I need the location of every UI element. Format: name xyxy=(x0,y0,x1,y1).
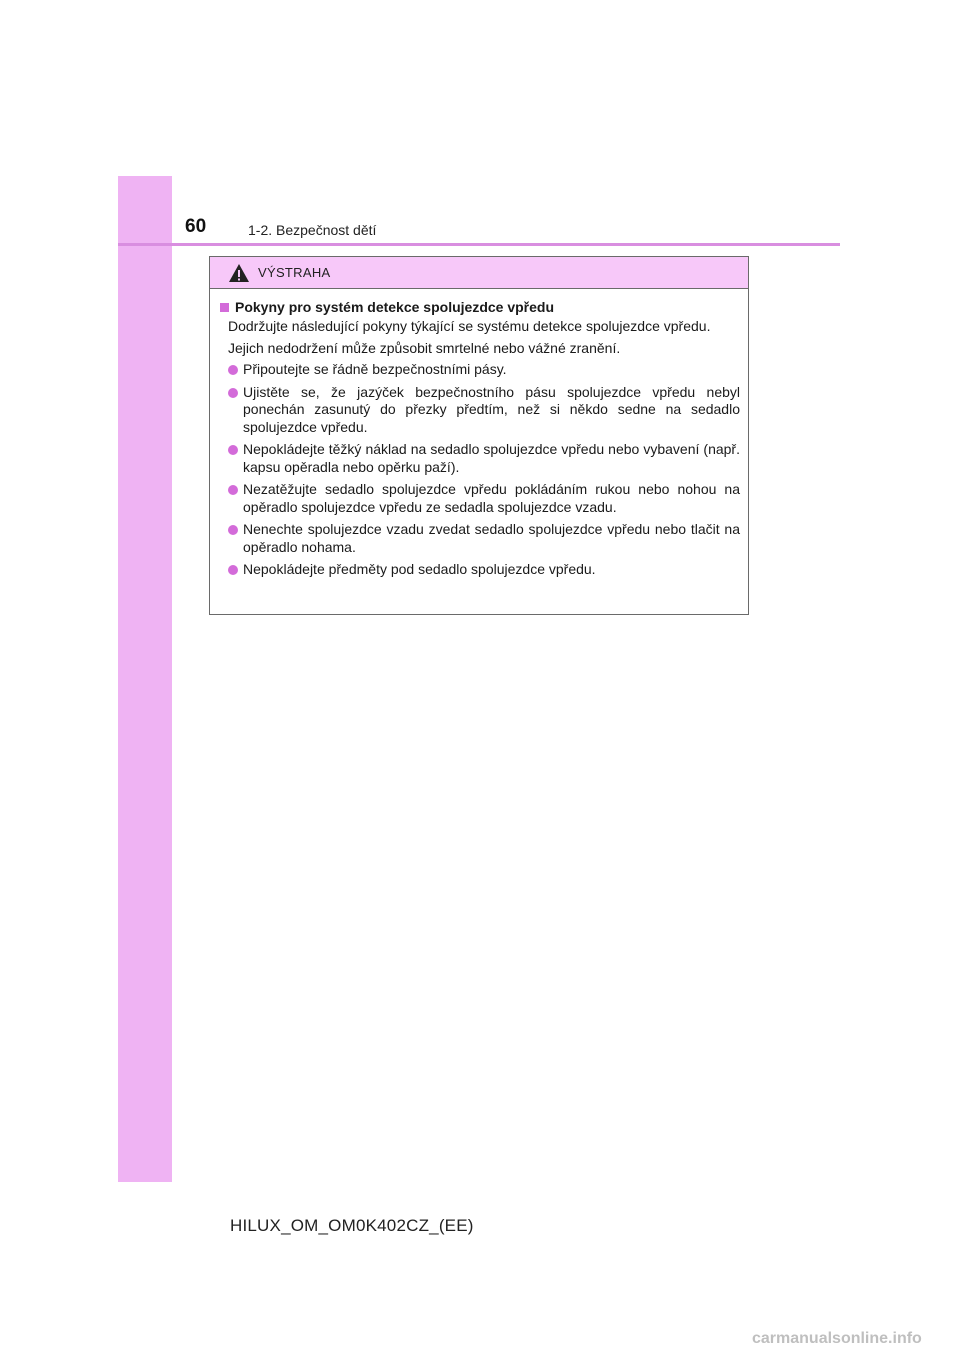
warning-bullet-list xyxy=(220,361,740,579)
bullet-text: Nepokládejte těžký náklad na sedadlo spolujezdce vpředu nebo vybavení (např. kapsu opěradla nebo opěrku paží). xyxy=(243,441,740,475)
watermark-link[interactable]: carmanualsonline.info xyxy=(752,1330,922,1347)
bullet-dot-icon xyxy=(228,365,238,375)
warning-triangle-icon xyxy=(228,263,250,283)
bullet-text: Nezatěžujte sedadlo spolujezdce vpředu pokládáním rukou nebo nohou na opěradlo spolujezdce vpředu ze sedadla spolujezdce vzadu. xyxy=(243,481,740,515)
list-item xyxy=(228,561,740,579)
warning-box xyxy=(209,256,749,615)
side-color-band xyxy=(118,176,172,1182)
bullet-dot-icon xyxy=(228,445,238,455)
list-item xyxy=(228,441,740,476)
section-title: 1-2. Bezpečnost dětí xyxy=(248,222,377,238)
warning-header xyxy=(210,257,748,289)
list-item xyxy=(228,361,740,379)
warning-title: VÝSTRAHA xyxy=(258,265,331,280)
list-item xyxy=(228,481,740,516)
header-rule xyxy=(118,243,840,246)
list-item xyxy=(228,384,740,437)
bullet-dot-icon xyxy=(228,388,238,398)
warning-consequence: Jejich nedodržení může způsobit smrtelné nebo vážné zranění. xyxy=(228,339,621,356)
warning-body xyxy=(210,289,748,579)
bullet-dot-icon xyxy=(228,525,238,535)
warning-subhead xyxy=(220,299,740,315)
document-id: HILUX_OM_OM0K402CZ_(EE) xyxy=(230,1216,474,1235)
bullet-text: Nenechte spolujezdce vzadu zvedat sedadlo spolujezdce vpředu nebo tlačit na opěradlo nohama. xyxy=(243,521,740,555)
list-item xyxy=(228,521,740,556)
bullet-dot-icon xyxy=(228,565,238,575)
bullet-text: Připoutejte se řádně bezpečnostními pásy. xyxy=(243,361,507,377)
bullet-dot-icon xyxy=(228,485,238,495)
warning-subhead-text: Pokyny pro systém detekce spolujezdce vpředu xyxy=(235,299,555,315)
square-bullet-icon xyxy=(220,303,229,312)
warning-intro: Dodržujte následující pokyny týkající se systému detekce spolujezdce vpředu. xyxy=(228,318,711,334)
page-number: 60 xyxy=(185,216,207,237)
bullet-text: Ujistěte se, že jazýček bezpečnostního pásu spolujezdce vpředu nebyl ponechán zasunutý do přezky předtím, než si někdo sedne na sedadlo spolujezdce vpředu. xyxy=(243,383,740,435)
bullet-text: Nepokládejte předměty pod sedadlo spolujezdce vpředu. xyxy=(243,561,596,577)
